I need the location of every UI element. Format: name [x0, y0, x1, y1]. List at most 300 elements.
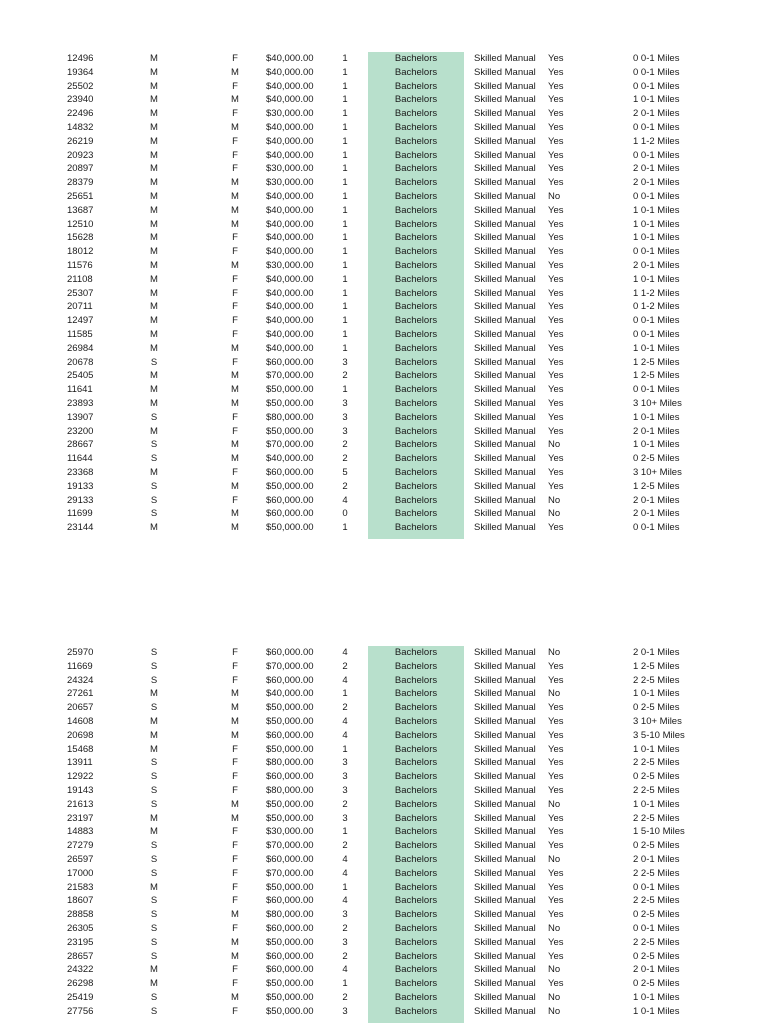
- marital-status-cell: S: [150, 660, 158, 672]
- income-cell: $60,000.00: [266, 964, 314, 976]
- table-row: [0, 922, 768, 936]
- income-cell: $70,000.00: [266, 867, 314, 879]
- cars-commute-cell: 0 2-5 Miles: [633, 909, 680, 921]
- home-owner-cell: Yes: [548, 122, 564, 133]
- occupation-cell: Skilled Manual: [474, 812, 536, 824]
- customer-id-cell: 27261: [67, 688, 94, 700]
- cars-commute-cell: 0 0-1 Miles: [633, 329, 680, 340]
- marital-status-cell: M: [150, 135, 158, 147]
- customer-id-cell: 20897: [67, 163, 94, 175]
- marital-status-cell: S: [150, 674, 158, 686]
- income-cell: $50,000.00: [266, 384, 314, 396]
- gender-cell: M: [231, 508, 239, 520]
- children-cell: 1: [342, 149, 348, 161]
- cars-commute-cell: 2 2-5 Miles: [633, 867, 680, 879]
- gender-cell: F: [232, 149, 238, 161]
- income-cell: $40,000.00: [266, 329, 314, 340]
- children-cell: 4: [342, 964, 348, 976]
- marital-status-cell: S: [150, 411, 158, 423]
- income-cell: $30,000.00: [266, 177, 314, 189]
- table-row: [0, 121, 768, 135]
- customer-id-cell: 28858: [67, 909, 94, 921]
- gender-cell: M: [231, 191, 239, 202]
- occupation-cell: Skilled Manual: [474, 315, 536, 327]
- gender-cell: F: [232, 494, 238, 506]
- gender-cell: F: [232, 246, 238, 258]
- children-cell: 2: [342, 840, 348, 852]
- education-cell: Bachelors: [394, 494, 438, 506]
- occupation-cell: Skilled Manual: [474, 785, 536, 796]
- customer-id-cell: 29133: [67, 494, 94, 506]
- gender-cell: M: [231, 218, 239, 230]
- gender-cell: F: [232, 287, 238, 299]
- home-owner-cell: Yes: [548, 301, 564, 313]
- income-cell: $30,000.00: [266, 108, 314, 120]
- gender-cell: M: [231, 522, 239, 534]
- table-row: [0, 328, 768, 342]
- customer-id-cell: 24322: [67, 964, 94, 976]
- home-owner-cell: Yes: [548, 232, 564, 244]
- table-row: [0, 798, 768, 812]
- children-cell: 1: [342, 53, 348, 64]
- home-owner-cell: Yes: [548, 674, 564, 686]
- table-row: [0, 314, 768, 328]
- gender-cell: F: [232, 356, 238, 368]
- income-cell: $80,000.00: [266, 757, 314, 769]
- gender-cell: M: [231, 688, 239, 700]
- home-owner-cell: Yes: [548, 260, 564, 271]
- income-cell: $60,000.00: [266, 729, 314, 741]
- marital-status-cell: S: [150, 854, 158, 865]
- table-row: [0, 936, 768, 950]
- table-row: [0, 231, 768, 245]
- income-cell: $40,000.00: [266, 315, 314, 327]
- children-cell: 1: [342, 384, 348, 396]
- cars-commute-cell: 1 0-1 Miles: [633, 204, 680, 216]
- customer-id-cell: 22496: [67, 108, 94, 120]
- occupation-cell: Skilled Manual: [474, 743, 536, 755]
- occupation-cell: Skilled Manual: [474, 329, 536, 340]
- home-owner-cell: Yes: [548, 204, 564, 216]
- home-owner-cell: Yes: [548, 895, 564, 907]
- children-cell: 1: [342, 978, 348, 990]
- children-cell: 1: [342, 163, 348, 175]
- home-owner-cell: Yes: [548, 909, 564, 921]
- occupation-cell: Skilled Manual: [474, 260, 536, 271]
- home-owner-cell: No: [548, 964, 561, 976]
- cars-commute-cell: 0 0-1 Miles: [633, 315, 680, 327]
- customer-id-cell: 23195: [67, 936, 94, 948]
- customer-id-cell: 19364: [67, 66, 94, 78]
- marital-status-cell: S: [150, 494, 158, 506]
- occupation-cell: Skilled Manual: [474, 273, 536, 285]
- marital-status-cell: M: [150, 273, 158, 285]
- table-row: [0, 383, 768, 397]
- table-row: [0, 411, 768, 425]
- children-cell: 4: [342, 854, 348, 865]
- home-owner-cell: Yes: [548, 356, 564, 368]
- home-owner-cell: Yes: [548, 177, 564, 189]
- children-cell: 1: [342, 743, 348, 755]
- customer-id-cell: 21108: [67, 273, 93, 285]
- occupation-cell: Skilled Manual: [474, 771, 536, 783]
- marital-status-cell: M: [150, 301, 158, 313]
- income-cell: $80,000.00: [266, 785, 314, 796]
- marital-status-cell: S: [150, 356, 158, 368]
- gender-cell: F: [232, 881, 238, 893]
- gender-cell: M: [231, 702, 239, 714]
- income-cell: $40,000.00: [266, 191, 314, 202]
- children-cell: 4: [342, 674, 348, 686]
- customer-id-cell: 14883: [67, 826, 94, 838]
- education-cell: Bachelors: [394, 329, 438, 340]
- education-cell: Bachelors: [394, 425, 438, 437]
- customer-id-cell: 25405: [67, 370, 94, 382]
- income-cell: $50,000.00: [266, 881, 314, 893]
- occupation-cell: Skilled Manual: [474, 163, 536, 175]
- children-cell: 1: [342, 315, 348, 327]
- customer-id-cell: 20678: [67, 356, 94, 368]
- children-cell: 4: [342, 494, 348, 506]
- education-cell: Bachelors: [394, 163, 438, 175]
- gender-cell: M: [231, 812, 239, 824]
- marital-status-cell: M: [150, 522, 158, 534]
- customer-id-cell: 20698: [67, 729, 94, 741]
- home-owner-cell: Yes: [548, 149, 564, 161]
- occupation-cell: Skilled Manual: [474, 149, 536, 161]
- table-row: [0, 674, 768, 688]
- home-owner-cell: Yes: [548, 218, 564, 230]
- education-cell: Bachelors: [394, 785, 438, 796]
- gender-cell: M: [231, 453, 239, 465]
- table-row: [0, 107, 768, 121]
- table-row: [0, 80, 768, 94]
- education-cell: Bachelors: [394, 674, 438, 686]
- education-cell: Bachelors: [394, 191, 438, 202]
- income-cell: $50,000.00: [266, 716, 314, 727]
- income-cell: $40,000.00: [266, 273, 314, 285]
- cars-commute-cell: 2 0-1 Miles: [633, 854, 680, 865]
- children-cell: 1: [342, 122, 348, 133]
- table-row: [0, 135, 768, 149]
- children-cell: 2: [342, 453, 348, 465]
- cars-commute-cell: 1 1-2 Miles: [633, 135, 680, 147]
- customer-id-cell: 28657: [67, 950, 94, 962]
- customer-id-cell: 25651: [67, 191, 94, 202]
- marital-status-cell: M: [150, 384, 158, 396]
- customer-id-cell: 19143: [67, 785, 94, 796]
- customer-id-cell: 12497: [67, 315, 94, 327]
- education-cell: Bachelors: [394, 936, 438, 948]
- occupation-cell: Skilled Manual: [474, 867, 536, 879]
- children-cell: 4: [342, 895, 348, 907]
- education-cell: Bachelors: [394, 122, 438, 133]
- cars-commute-cell: 1 2-5 Miles: [633, 660, 680, 672]
- children-cell: 1: [342, 881, 348, 893]
- customer-id-cell: 11585: [67, 329, 93, 340]
- customer-id-cell: 13687: [67, 204, 94, 216]
- occupation-cell: Skilled Manual: [474, 439, 536, 451]
- income-cell: $50,000.00: [266, 936, 314, 948]
- children-cell: 1: [342, 301, 348, 313]
- marital-status-cell: S: [150, 785, 158, 796]
- education-cell: Bachelors: [394, 80, 438, 92]
- children-cell: 3: [342, 812, 348, 824]
- customer-id-cell: 11644: [67, 453, 93, 465]
- income-cell: $40,000.00: [266, 66, 314, 78]
- home-owner-cell: Yes: [548, 716, 564, 727]
- gender-cell: M: [231, 204, 239, 216]
- occupation-cell: Skilled Manual: [474, 494, 536, 506]
- children-cell: 2: [342, 480, 348, 492]
- cars-commute-cell: 2 2-5 Miles: [633, 757, 680, 769]
- education-cell: Bachelors: [394, 688, 438, 700]
- income-cell: $40,000.00: [266, 453, 314, 465]
- marital-status-cell: M: [150, 370, 158, 382]
- education-cell: Bachelors: [394, 950, 438, 962]
- table-row: [0, 881, 768, 895]
- occupation-cell: Skilled Manual: [474, 480, 536, 492]
- home-owner-cell: No: [548, 647, 561, 658]
- table-row: [0, 853, 768, 867]
- education-cell: Bachelors: [394, 992, 438, 1003]
- marital-status-cell: S: [150, 992, 158, 1003]
- children-cell: 3: [342, 909, 348, 921]
- customer-id-cell: 23197: [67, 812, 94, 824]
- education-cell: Bachelors: [394, 273, 438, 285]
- occupation-cell: Skilled Manual: [474, 94, 536, 106]
- cars-commute-cell: 3 5-10 Miles: [633, 729, 685, 741]
- income-cell: $80,000.00: [266, 909, 314, 921]
- occupation-cell: Skilled Manual: [474, 660, 536, 672]
- children-cell: 1: [342, 94, 348, 106]
- customer-id-cell: 12496: [67, 53, 94, 64]
- education-cell: Bachelors: [394, 895, 438, 907]
- marital-status-cell: M: [150, 425, 158, 437]
- home-owner-cell: No: [548, 508, 561, 520]
- table-row: [0, 425, 768, 439]
- home-owner-cell: Yes: [548, 480, 564, 492]
- occupation-cell: Skilled Manual: [474, 923, 536, 934]
- gender-cell: F: [232, 411, 238, 423]
- home-owner-cell: Yes: [548, 840, 564, 852]
- children-cell: 4: [342, 867, 348, 879]
- table-row: [0, 743, 768, 757]
- home-owner-cell: Yes: [548, 53, 564, 64]
- gender-cell: F: [232, 840, 238, 852]
- home-owner-cell: No: [548, 1005, 561, 1017]
- home-owner-cell: Yes: [548, 370, 564, 382]
- table-row: [0, 867, 768, 881]
- table-row: [0, 1005, 768, 1019]
- marital-status-cell: S: [150, 647, 158, 658]
- table-row: [0, 342, 768, 356]
- occupation-cell: Skilled Manual: [474, 177, 536, 189]
- income-cell: $60,000.00: [266, 647, 314, 658]
- gender-cell: M: [231, 66, 239, 78]
- marital-status-cell: S: [150, 771, 158, 783]
- income-cell: $30,000.00: [266, 826, 314, 838]
- gender-cell: F: [232, 978, 238, 990]
- gender-cell: F: [232, 660, 238, 672]
- gender-cell: M: [231, 342, 239, 354]
- table-row: [0, 245, 768, 259]
- occupation-cell: Skilled Manual: [474, 301, 536, 313]
- children-cell: 3: [342, 785, 348, 796]
- home-owner-cell: Yes: [548, 453, 564, 465]
- children-cell: 3: [342, 757, 348, 769]
- home-owner-cell: Yes: [548, 785, 564, 796]
- table-row: [0, 507, 768, 521]
- occupation-cell: Skilled Manual: [474, 370, 536, 382]
- cars-commute-cell: 2 2-5 Miles: [633, 895, 680, 907]
- gender-cell: F: [232, 301, 238, 313]
- children-cell: 2: [342, 370, 348, 382]
- education-cell: Bachelors: [394, 232, 438, 244]
- gender-cell: F: [232, 771, 238, 783]
- gender-cell: F: [232, 743, 238, 755]
- children-cell: 2: [342, 992, 348, 1003]
- occupation-cell: Skilled Manual: [474, 246, 536, 258]
- occupation-cell: Skilled Manual: [474, 702, 536, 714]
- home-owner-cell: No: [548, 688, 561, 700]
- income-cell: $50,000.00: [266, 522, 314, 534]
- table-row: [0, 356, 768, 370]
- table-row: [0, 756, 768, 770]
- customer-id-cell: 11576: [67, 260, 93, 271]
- table-row: [0, 452, 768, 466]
- occupation-cell: Skilled Manual: [474, 881, 536, 893]
- customer-id-cell: 15628: [67, 232, 94, 244]
- customer-id-cell: 23200: [67, 425, 94, 437]
- home-owner-cell: No: [548, 191, 561, 202]
- occupation-cell: Skilled Manual: [474, 232, 536, 244]
- table-row: [0, 287, 768, 301]
- occupation-cell: Skilled Manual: [474, 854, 536, 865]
- gender-cell: F: [232, 674, 238, 686]
- gender-cell: F: [232, 163, 238, 175]
- cars-commute-cell: 2 0-1 Miles: [633, 108, 680, 120]
- education-cell: Bachelors: [394, 94, 438, 106]
- table-row: [0, 729, 768, 743]
- education-cell: Bachelors: [394, 370, 438, 382]
- table-row: [0, 784, 768, 798]
- customer-id-cell: 14832: [67, 122, 94, 133]
- occupation-cell: Skilled Manual: [474, 978, 536, 990]
- cars-commute-cell: 0 0-1 Miles: [633, 149, 680, 161]
- home-owner-cell: Yes: [548, 467, 564, 478]
- table-row: [0, 52, 768, 66]
- education-cell: Bachelors: [394, 315, 438, 327]
- home-owner-cell: Yes: [548, 522, 564, 534]
- home-owner-cell: No: [548, 798, 561, 810]
- cars-commute-cell: 0 2-5 Miles: [633, 702, 680, 714]
- table-row: [0, 687, 768, 701]
- education-cell: Bachelors: [394, 287, 438, 299]
- customer-id-cell: 21583: [67, 881, 94, 893]
- education-cell: Bachelors: [394, 177, 438, 189]
- table-row: [0, 521, 768, 535]
- gender-cell: F: [232, 329, 238, 340]
- gender-cell: M: [231, 729, 239, 741]
- cars-commute-cell: 1 2-5 Miles: [633, 356, 680, 368]
- marital-status-cell: M: [150, 232, 158, 244]
- cars-commute-cell: 0 0-1 Miles: [633, 923, 680, 934]
- income-cell: $60,000.00: [266, 508, 314, 520]
- table-row: [0, 480, 768, 494]
- gender-cell: F: [232, 108, 238, 120]
- customer-id-cell: 27279: [67, 840, 94, 852]
- customer-id-cell: 20657: [67, 702, 94, 714]
- home-owner-cell: No: [548, 992, 561, 1003]
- children-cell: 2: [342, 660, 348, 672]
- marital-status-cell: M: [150, 66, 158, 78]
- education-cell: Bachelors: [394, 508, 438, 520]
- table-row: [0, 701, 768, 715]
- occupation-cell: Skilled Manual: [474, 729, 536, 741]
- cars-commute-cell: 0 2-5 Miles: [633, 978, 680, 990]
- cars-commute-cell: 2 2-5 Miles: [633, 936, 680, 948]
- cars-commute-cell: 0 2-5 Miles: [633, 453, 680, 465]
- home-owner-cell: Yes: [548, 94, 564, 106]
- education-cell: Bachelors: [394, 342, 438, 354]
- table-row: [0, 963, 768, 977]
- home-owner-cell: Yes: [548, 135, 564, 147]
- cars-commute-cell: 2 0-1 Miles: [633, 163, 680, 175]
- home-owner-cell: Yes: [548, 315, 564, 327]
- cars-commute-cell: 0 0-1 Miles: [633, 246, 680, 258]
- income-cell: $60,000.00: [266, 895, 314, 907]
- gender-cell: F: [232, 647, 238, 658]
- education-cell: Bachelors: [394, 1005, 438, 1017]
- gender-cell: M: [231, 384, 239, 396]
- cars-commute-cell: 0 2-5 Miles: [633, 840, 680, 852]
- marital-status-cell: M: [150, 80, 158, 92]
- customer-id-cell: 12922: [67, 771, 94, 783]
- table-row: [0, 770, 768, 784]
- children-cell: 1: [342, 232, 348, 244]
- cars-commute-cell: 1 5-10 Miles: [633, 826, 685, 838]
- customer-id-cell: 25419: [67, 992, 94, 1003]
- cars-commute-cell: 0 0-1 Miles: [633, 122, 680, 133]
- education-cell: Bachelors: [394, 467, 438, 478]
- marital-status-cell: S: [150, 702, 158, 714]
- income-cell: $50,000.00: [266, 1005, 314, 1017]
- cars-commute-cell: 2 0-1 Miles: [633, 177, 680, 189]
- income-cell: $30,000.00: [266, 260, 314, 271]
- table-row: [0, 908, 768, 922]
- occupation-cell: Skilled Manual: [474, 342, 536, 354]
- occupation-cell: Skilled Manual: [474, 122, 536, 133]
- marital-status-cell: M: [150, 191, 158, 202]
- table-row: [0, 149, 768, 163]
- income-cell: $50,000.00: [266, 480, 314, 492]
- children-cell: 1: [342, 246, 348, 258]
- income-cell: $40,000.00: [266, 80, 314, 92]
- occupation-cell: Skilled Manual: [474, 840, 536, 852]
- children-cell: 1: [342, 287, 348, 299]
- customer-id-cell: 24324: [67, 674, 94, 686]
- table-row: [0, 176, 768, 190]
- occupation-cell: Skilled Manual: [474, 204, 536, 216]
- cars-commute-cell: 2 0-1 Miles: [633, 425, 680, 437]
- customer-id-cell: 17000: [67, 867, 94, 879]
- occupation-cell: Skilled Manual: [474, 674, 536, 686]
- occupation-cell: Skilled Manual: [474, 53, 536, 64]
- home-owner-cell: Yes: [548, 881, 564, 893]
- education-cell: Bachelors: [394, 108, 438, 120]
- marital-status-cell: S: [150, 508, 158, 520]
